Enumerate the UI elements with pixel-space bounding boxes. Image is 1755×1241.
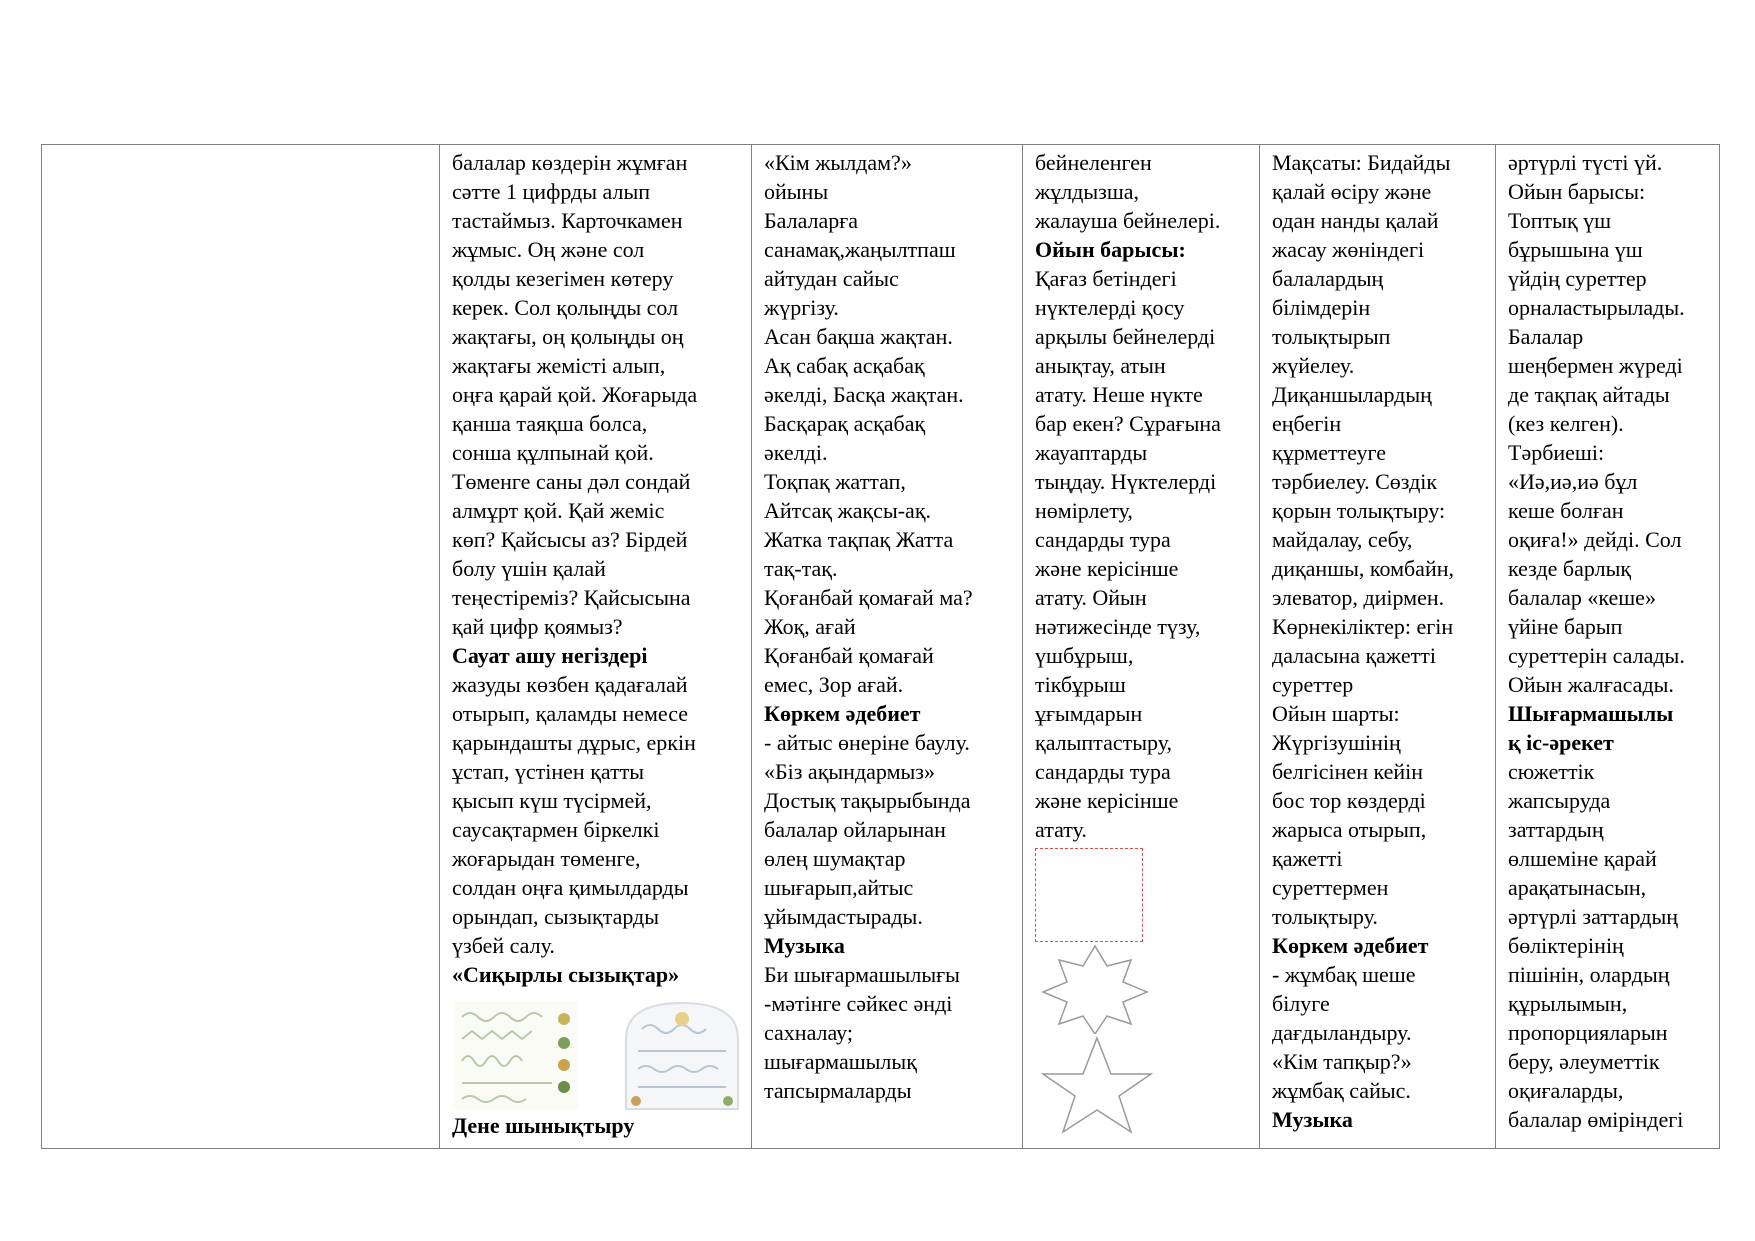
text-line: өлең шумақтар [764,846,906,871]
text-line: ойыны [764,179,829,204]
text-line: ұғымдарын [1035,701,1143,726]
text-line: Балалар [1508,324,1584,349]
text-line: көп? Қайсысы аз? Бірдей [452,527,688,552]
text-line: толықтыру. [1272,904,1378,929]
text-line: сюжеттік [1508,759,1595,784]
text-line: Жатка тақпақ Жатта [764,527,954,552]
text-line: Ойын шарты: [1272,701,1400,726]
text-line: әкелді, Басқа жақтан. [764,382,964,407]
text-line: жарыса отырып, [1272,817,1427,842]
text-line: даласына қажетті [1272,643,1436,668]
text-line: жақтағы, оң қолыңды оң [452,324,684,349]
text-line: балалар көздерін жұмған [452,150,688,175]
text-line: толықтырып [1272,324,1391,349]
text-line: Дене шынықтыру [452,1113,635,1138]
text-line: Музыка [764,933,845,958]
text-line: болу үшін қалай [452,556,606,581]
table-column-4 [1023,145,1260,1148]
text-line: отырып, қаламды немесе [452,701,689,726]
text-line: арқылы бейнелерді [1035,324,1216,349]
table-column-1 [42,145,440,1148]
text-line: атату. [1035,817,1087,842]
text-line: пропорцияларын [1508,1020,1668,1045]
text-line: жақтағы жемісті алып, [452,353,666,378]
text-line: тәрбиелеу. Сөздік [1272,469,1438,494]
text-line: және керісінше [1035,556,1179,581]
text-line: элеватор, диірмен. [1272,585,1445,610]
text-line: нөмірлету, [1035,498,1133,523]
text-line: солдан оңға қимылдарды [452,875,689,900]
worksheet-images [452,993,746,1111]
text-line: шығармашылық [764,1049,917,1074]
text-line: Асан бақша жақтан. [764,324,953,349]
table-column-3 [752,145,1023,1148]
text-line: Тәрбиеші: [1508,440,1605,465]
text-line: үйіне барып [1508,614,1623,639]
text-line: оқиғаларды, [1508,1078,1624,1103]
text-line: Қоғанбай қомағай ма? [764,585,973,610]
text-line: Ақ сабақ асқабақ [764,353,925,378]
text-line: кезде барлық [1508,556,1632,581]
text-line: қай цифр қоямыз? [452,614,623,639]
text-line: құрметтеуге [1272,440,1386,465]
text-line: одан нанды қалай [1272,208,1439,233]
text-line: жалауша бейнелері. [1035,208,1221,233]
column-text [1035,148,1254,844]
text-line: Ойын жалғасады. [1508,672,1674,697]
text-line: белгісінен кейін [1272,759,1424,784]
text-line: ұйымдастырады. [764,904,923,929]
text-line: керек. Сол қолыңды сол [452,295,679,320]
text-line: тікбұрыш [1035,672,1126,697]
text-line: әртүрлі заттардың [1508,904,1678,929]
text-line: бар екен? Сұрағына [1035,411,1221,436]
text-line: «Иә,иә,иә бұл [1508,469,1638,494]
text-line: құрылымын, [1508,991,1628,1016]
text-line: Музыка [1272,1107,1353,1132]
text-line: емес, Зор ағай. [764,672,904,697]
text-line: білімдерін [1272,295,1371,320]
text-line: үйдің суреттер [1508,266,1647,291]
text-line: нәтижесінде түзу, [1035,614,1201,639]
text-line: жасау жөніндегі [1272,237,1425,262]
text-line: суреттермен [1272,875,1389,900]
text-line: заттардың [1508,817,1604,842]
text-line: кеше болған [1508,498,1624,523]
text-line: жұмбақ сайыс. [1272,1078,1411,1103]
text-line: шеңбермен жүреді [1508,353,1683,378]
text-line: (кез келген). [1508,411,1624,436]
table-column-6 [1496,145,1719,1148]
text-line: пішінін, олардың [1508,962,1670,987]
text-line: арақатынасын, [1508,875,1647,900]
text-line: Жоқ, ағай [764,614,856,639]
text-line: Көрнекіліктер: егін [1272,614,1454,639]
table-column-2 [440,145,752,1148]
text-line: бос тор көздерді [1272,788,1426,813]
text-line: нүктелерді қосу [1035,295,1185,320]
text-line: Сауат ашу негіздері [452,643,648,668]
worksheet-sketch-icon [618,999,746,1111]
text-line: жазуды көзбен қадағалай [452,672,688,697]
text-line: Ойын барысы: [1035,237,1186,262]
text-line: Достық тақырыбында [764,788,971,813]
text-line: Топтық үш [1508,208,1612,233]
text-line: Шығармашылы [1508,701,1674,726]
text-line: беру, әлеуметтік [1508,1049,1660,1074]
text-line: Ойын барысы: [1508,179,1646,204]
text-line: өлшеміне қарай [1508,846,1657,871]
text-line: шығарып,айтыс [764,875,914,900]
text-line: сонша құлпынай қой. [452,440,654,465]
text-line: Қоғанбай қомағай [764,643,934,668]
text-line: суреттер [1272,672,1354,697]
plan-table [41,144,1720,1149]
text-line: сандарды тура [1035,527,1171,552]
text-line: -мәтінге сәйкес әнді [764,991,953,1016]
text-line: Көркем әдебиет [764,701,921,726]
text-line: суреттерін салады. [1508,643,1685,668]
text-line: Тоқпақ жаттап, [764,469,906,494]
column-after-text [452,1111,746,1140]
text-line: оқиға!» дейді. Сол [1508,527,1682,552]
text-line: оңға қарай қой. Жоғарыда [452,382,698,407]
text-line: алмұрт қой. Қай жеміс [452,498,665,523]
text-line: және керісінше [1035,788,1179,813]
text-line: майдалау, себу, [1272,527,1413,552]
text-line: жапсыруда [1508,788,1611,813]
text-line: жүргізу. [764,295,839,320]
eight-point-star-icon [1035,942,1155,1034]
worksheet-sketch-icon [452,999,580,1111]
text-line: жұлдызша, [1035,179,1140,204]
text-line: жүйелеу. [1272,353,1355,378]
text-line: Мақсаты: Бидайды [1272,150,1451,175]
five-point-star-icon [1035,1034,1159,1134]
text-line: жоғарыдан төменге, [452,846,641,871]
text-line: Жүргізушінің [1272,730,1401,755]
text-line: балалар өміріндегі [1508,1107,1684,1132]
text-line: балалар ойларынан [764,817,946,842]
text-line: Қағаз бетіндегі [1035,266,1177,291]
table-column-5 [1260,145,1496,1148]
text-line: бұрышына үш [1508,237,1643,262]
text-line: қысып күш түсірмей, [452,788,652,813]
text-line: Көркем әдебиет [1272,933,1429,958]
text-line: қолды кезегімен көтеру [452,266,674,291]
text-line: қарындашты дұрыс, еркін [452,730,696,755]
text-line: анықтау, атын [1035,353,1166,378]
text-line: сахналау; [764,1020,853,1045]
text-line: үшбұрыш, [1035,643,1134,668]
text-line: білуге [1272,991,1330,1016]
text-line: ұстап, үстінен қатты [452,759,645,784]
text-line: тақ-тақ. [764,556,838,581]
text-line: әртүрлі түсті үй. [1508,150,1663,175]
text-line: - айтыс өнеріне баулу. [764,730,970,755]
text-line: саусақтармен біркелкі [452,817,660,842]
text-line: қ іс-әрекет [1508,730,1614,755]
text-line: «Біз ақындармыз» [764,759,935,784]
text-line: балалардың [1272,266,1384,291]
text-line: диқаншы, комбайн, [1272,556,1454,581]
text-line: қалыптастыру, [1035,730,1172,755]
text-line: Төменге саны дәл сондай [452,469,691,494]
text-line: Диқаншылардың [1272,382,1432,407]
text-line: қанша таяқша болса, [452,411,648,436]
text-line: балалар «кеше» [1508,585,1656,610]
text-line: тапсырмаларды [764,1078,912,1103]
text-line: орындап, сызықтарды [452,904,660,929]
text-line: «Кім тапқыр?» [1272,1049,1412,1074]
text-line: жұмыс. Оң және сол [452,237,645,262]
dashed-frame [1035,848,1143,942]
text-line: бөліктерінің [1508,933,1624,958]
text-line: тыңдау. Нүктелерді [1035,469,1217,494]
text-line: теңестіреміз? Қайсысына [452,585,691,610]
text-line: айтудан сайыс [764,266,899,291]
column-text [452,148,746,989]
text-line: атату. Неше нүкте [1035,382,1203,407]
text-line: жауаптарды [1035,440,1148,465]
text-line: атату. Ойын [1035,585,1147,610]
text-line: еңбегін [1272,411,1342,436]
text-line: Би шығармашылығы [764,962,960,987]
text-line: қалай өсіру және [1272,179,1432,204]
text-line: санамақ,жаңылтпаш [764,237,956,262]
text-line: сандарды тура [1035,759,1171,784]
text-line: қорын толықтыру: [1272,498,1446,523]
text-line: «Сиқырлы сызықтар» [452,962,680,987]
text-line: Айтсақ жақсы-ақ. [764,498,932,523]
text-line: бейнеленген [1035,150,1152,175]
text-line: қажетті [1272,846,1343,871]
text-line: Балаларға [764,208,859,233]
text-line: Басқарақ асқабақ [764,411,926,436]
text-line: дағдыландыру. [1272,1020,1412,1045]
text-line: «Кім жылдам?» [764,150,912,175]
text-line: де тақпақ айтады [1508,382,1670,407]
text-line: - жұмбақ шеше [1272,962,1416,987]
text-line: әкелді. [764,440,828,465]
text-line: сәтте 1 цифрды алып [452,179,650,204]
text-line: тастаймыз. Карточкамен [452,208,683,233]
text-line: орналастырылады. [1508,295,1685,320]
text-line: үзбей салу. [452,933,555,958]
